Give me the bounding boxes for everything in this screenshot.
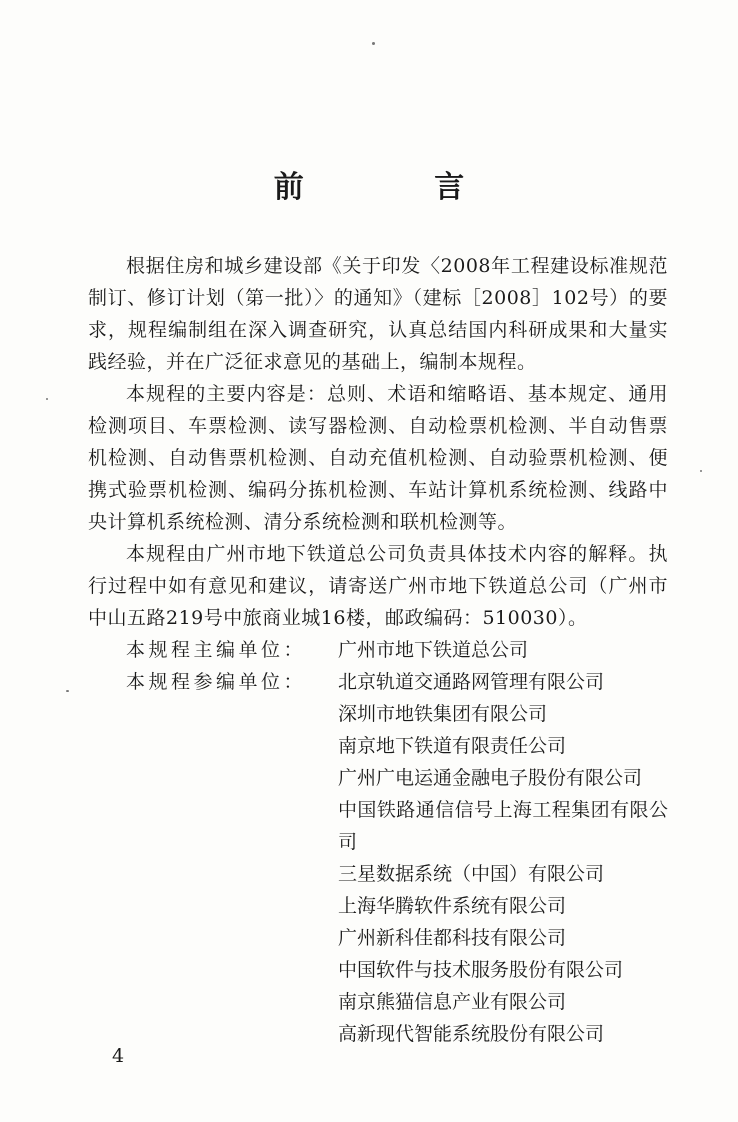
participant-item: 中国铁路通信信号上海工程集团有限公司 bbox=[338, 799, 668, 853]
participant-item: 高新现代智能系统股份有限公司 bbox=[338, 1023, 605, 1045]
paragraph-contact: 本规程由广州市地下铁道总公司负责具体技术内容的解释。执行过程中如有意见和建议，请寄送广州市地下铁道总公司（广州市中山五路219号中旅商业城16楼，邮政编码：510030）。 bbox=[88, 543, 668, 629]
participants-row bbox=[88, 666, 668, 698]
scan-speck bbox=[46, 398, 48, 400]
participant-item: 三星数据系统（中国）有限公司 bbox=[338, 863, 605, 885]
scan-speck bbox=[700, 470, 702, 472]
page-number: 4 bbox=[112, 1045, 125, 1067]
participant-item: 南京地下铁道有限责任公司 bbox=[338, 735, 567, 757]
paragraph-contents: 本规程的主要内容是：总则、术语和缩略语、基本规定、通用检测项目、车票检测、读写器检测、自动检票机检测、半自动售票机检测、自动售票机检测、自动充值机检测、自动验票机检测、便携式验票机检测、编码分拣机检测、车站计算机系统检测、线路中央计算机系统检测、清分系统检测和联机检测等。 bbox=[88, 383, 668, 533]
scan-speck bbox=[372, 42, 375, 45]
participant-item: 广州新科佳都科技有限公司 bbox=[338, 927, 567, 949]
scan-speck bbox=[66, 690, 69, 692]
participant-item: 北京轨道交通路网管理有限公司 bbox=[338, 671, 605, 693]
participant-item: 深圳市地铁集团有限公司 bbox=[338, 703, 548, 725]
participant-item: 中国软件与技术服务股份有限公司 bbox=[338, 959, 624, 981]
paragraph-basis: 根据住房和城乡建设部《关于印发〈2008年工程建设标准规范制订、修订计划（第一批）〉的通知》（建标［2008］102号）的要求，规程编制组在深入调查研究，认真总结国内科研成果和大量实践经验，并在广泛征求意见的基础上，编制本规程。 bbox=[88, 255, 668, 373]
page-title: 前 言 bbox=[273, 170, 525, 205]
participant-item: 广州广电运通金融电子股份有限公司 bbox=[338, 767, 643, 789]
chief-editor-row bbox=[88, 634, 668, 666]
participant-item: 南京熊猫信息产业有限公司 bbox=[338, 991, 567, 1013]
chief-editor-label: 本规程主编单位： bbox=[126, 639, 307, 661]
participant-item: 上海华腾软件系统有限公司 bbox=[338, 895, 567, 917]
editor-units bbox=[88, 634, 668, 1050]
participants-list bbox=[338, 698, 668, 1050]
participants-label: 本规程参编单位： bbox=[126, 671, 307, 693]
preface-body bbox=[88, 250, 668, 1050]
chief-editor-value: 广州市地下铁道总公司 bbox=[338, 639, 529, 661]
